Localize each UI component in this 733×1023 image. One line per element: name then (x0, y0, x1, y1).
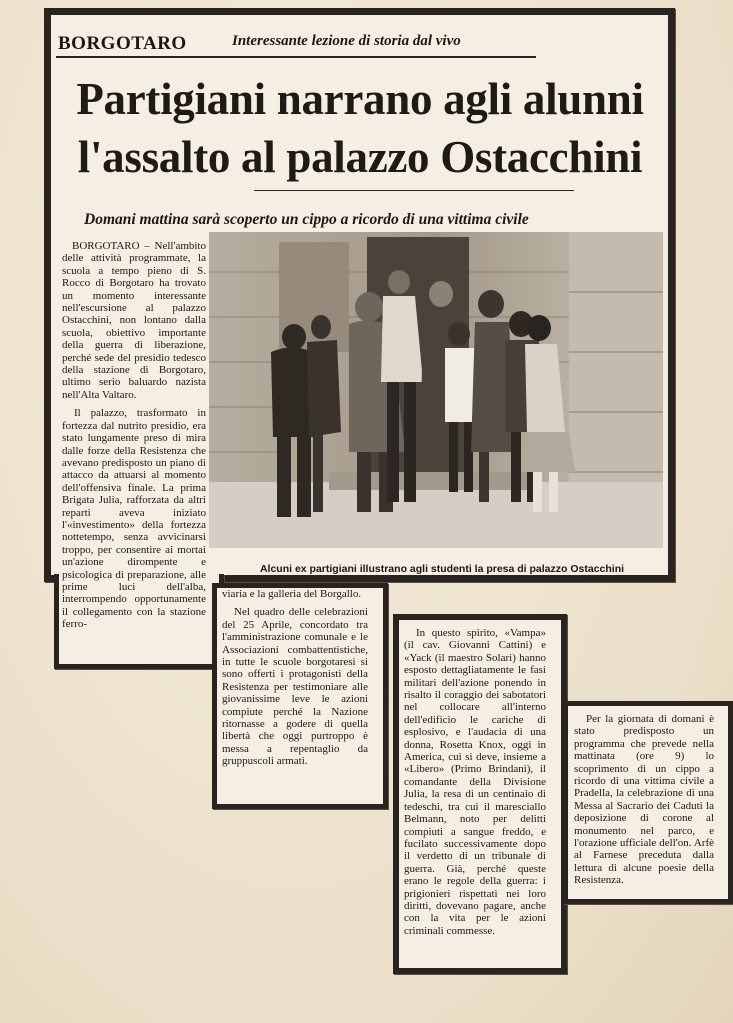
article-column-1 (62, 240, 206, 631)
subheadline: Domani mattina sarà scoperto un cippo a ricordo di una vittima civile (84, 211, 529, 228)
col2-paragraph-1: viaria e la galleria del Borgallo. (222, 588, 362, 600)
kicker-place: BORGOTARO (58, 33, 187, 54)
col3-paragraph-1: In questo spirito, «Vampa» (il cav. Giovanni Cattini) e «Yack (il maestro Solari) hanno esposto dettagliatamente le fasi militari dell'azione ponendo in risalto il coraggio dei sabotatori nel collocare all'interno dell'edificio le cariche di esplosivo, e l'audacia di una donna, Rosetta Knox, oggi in America, cui si deve, insieme a «Libero» (Primo Brindani), il comandante della Divisione Julia, la resa di un centinaio di tedeschi, tra cui il maresciallo Belmann, noto per delitti compiuti a sangue freddo, e fucilato successivamente dopo il verdetto di un tribunale di guerra. Già, perché queste erano le regole della guerra: i prigionieri rispettati nei loro diritti, dovevano pagare, anche con la vita per le azioni criminali commesse. (404, 627, 546, 937)
headline-rule (254, 190, 574, 191)
headline (60, 70, 660, 186)
kicker-rule (56, 56, 536, 58)
col2-paragraph-2: Nel quadro delle celebrazioni del 25 Aprile, concordato tra l'amministrazione comunale e le Associazioni combattentistiche, in tutte le scuole borgotaresi si sono offerti i protagonisti della Resistenza per testimoniare alle giovanissime leve le azioni compiute perché la Nazione ritornasse a godere di quella libertà che oggi purtroppo è messa a repentaglio da gruppuscoli armati. (222, 606, 368, 768)
photo-caption: Alcuni ex partigiani illustrano agli studenti la presa di palazzo Ostacchini (259, 563, 625, 575)
col1-paragraph-1: BORGOTARO – Nell'ambito delle attività programmate, la scuola a tempo pieno di S. Rocco di Borgotaro ha trovato un momento interessante nell'escursione al palazzo Ostacchini, non lontano dalla scuola, obiettivo importante della guerra di liberazione, perché sede del presidio tedesco della stazione di Borgotaro, ultimo serio baluardo nazista nell'Alta Valtaro. (62, 240, 206, 401)
article-column-4 (574, 713, 714, 887)
headline-line-2: l'assalto al palazzo Ostacchini (77, 132, 643, 182)
kicker-subtitle: Interessante lezione di storia dal vivo (232, 33, 461, 49)
headline-line-1: Partigiani narrano agli alunni (76, 74, 644, 124)
col1-paragraph-2: Il palazzo, trasformato in fortezza dal nutrito presidio, era stato lungamente preso di mira dalle forze della Resistenza che avevano predisposto un piano di attacco da attuarsi al momento dell'offensiva finale. La prima Brigata Julia, rafforzata da altri reparti aveva iniziato l'«investimento» della fortezza nottetempo, senza avvicinarsi troppo, per consentire ai mortai un'azione dirompente e psicologica di preparazione, alle prime luci dell'alba, interrompendo opportunamente il collegamento con la stazione ferro- (62, 407, 206, 631)
col4-paragraph-1: Per la giornata di domani è stato predisposto un programma che prevede nella mattinata (ore 9) lo scoprimento di un cippo a ricordo di una vittima civile a Pradella, la celebrazione di una Messa al Sacrario dei Caduti la deposizione di corone al monumento nel parco, e l'orazione ufficiale dell'on. Arfè al Farnese preceduta dalla lettura di alcune poesie della Resistenza. (574, 713, 714, 887)
photo-partisans-and-students (209, 232, 663, 548)
article-column-2 (222, 588, 368, 768)
news-photo (209, 232, 663, 548)
article-column-3 (404, 627, 546, 937)
